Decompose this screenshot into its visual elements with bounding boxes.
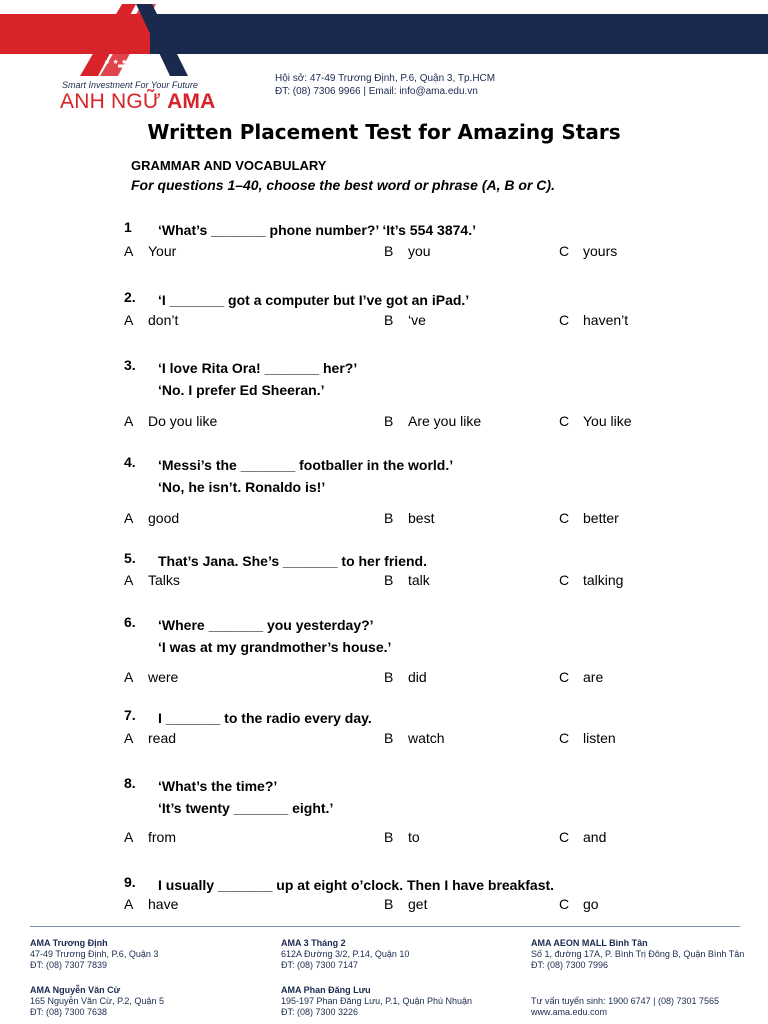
- question-number: 4.: [124, 454, 136, 470]
- option-letter: C: [559, 413, 570, 429]
- question-line: ‘No, he isn’t. Ronaldo is!’: [158, 479, 326, 495]
- answer-option-c[interactable]: [559, 896, 599, 912]
- answer-option-b[interactable]: [384, 243, 431, 259]
- answer-option-a[interactable]: [124, 510, 179, 526]
- option-letter: A: [124, 312, 134, 328]
- answer-option-b[interactable]: [384, 730, 445, 746]
- contact-line: ĐT: (08) 7306 9966 | Email: info@ama.edu.vn: [275, 86, 478, 97]
- answer-option-a[interactable]: [124, 829, 176, 845]
- branch-phone: www.ama.edu.com: [531, 1007, 608, 1017]
- branch-address: 47-49 Trương Định, P.6, Quận 3: [30, 949, 159, 959]
- answer-option-b[interactable]: [384, 829, 420, 845]
- option-text: Your: [148, 243, 177, 259]
- branch-name: AMA Trương Định: [30, 938, 108, 948]
- question-text: [158, 874, 554, 896]
- option-text: Talks: [148, 572, 180, 588]
- answer-option-a[interactable]: [124, 413, 217, 429]
- answer-option-b[interactable]: [384, 669, 427, 685]
- option-text: read: [148, 730, 177, 746]
- answer-option-c[interactable]: [559, 572, 623, 588]
- option-text: to: [408, 829, 420, 845]
- question-number: 9.: [124, 874, 136, 890]
- ama-logo-icon: [60, 0, 200, 82]
- question-text: [158, 550, 427, 572]
- option-letter: A: [124, 243, 134, 259]
- branch-phone: ĐT: (08) 7300 3226: [281, 1007, 359, 1017]
- option-text: were: [148, 669, 179, 685]
- answer-option-a[interactable]: [124, 312, 178, 328]
- option-text: listen: [583, 730, 616, 746]
- branch-name: AMA Nguyễn Văn Cừ: [30, 985, 121, 995]
- question-line: ‘It’s twenty _______ eight.’: [158, 800, 334, 816]
- option-letter: C: [559, 572, 570, 588]
- option-text: Do you like: [148, 413, 218, 429]
- answer-option-a[interactable]: [124, 730, 176, 746]
- logo-tagline: Smart Investment For Your Future: [62, 80, 198, 90]
- section-heading: GRAMMAR AND VOCABULARY: [131, 158, 327, 173]
- option-letter: B: [384, 669, 394, 685]
- brand-name: [60, 90, 216, 114]
- option-letter: A: [124, 829, 134, 845]
- option-text: get: [408, 896, 428, 912]
- question-text: [158, 219, 476, 241]
- page-title: Written Placement Test for Amazing Stars: [147, 120, 621, 144]
- question-number: 5.: [124, 550, 136, 566]
- answer-option-a[interactable]: [124, 669, 178, 685]
- question-text: [158, 614, 391, 658]
- option-text: yours: [583, 243, 618, 259]
- branch-info: [281, 938, 409, 971]
- branch-info: [30, 938, 158, 971]
- address-line: Hội sở: 47-49 Trương Định, P.6, Quận 3, Tp.HCM: [275, 73, 496, 84]
- branch-info: [531, 938, 744, 971]
- option-letter: C: [559, 243, 570, 259]
- branch-phone: ĐT: (08) 7307 7839: [30, 960, 108, 970]
- option-letter: A: [124, 510, 134, 526]
- answer-option-c[interactable]: [559, 669, 603, 685]
- question-line: That’s Jana. She’s _______ to her friend.: [158, 553, 427, 569]
- option-letter: B: [384, 829, 394, 845]
- option-letter: B: [384, 243, 394, 259]
- question-line: ‘I _______ got a computer but I’ve got an iPad.’: [158, 292, 470, 308]
- question-text: [158, 357, 357, 401]
- answer-option-c[interactable]: [559, 312, 628, 328]
- question-text: [158, 454, 453, 498]
- option-text: You like: [583, 413, 632, 429]
- option-text: did: [408, 669, 427, 685]
- branch-info: [531, 985, 719, 1018]
- option-text: talk: [408, 572, 430, 588]
- option-text: watch: [408, 730, 445, 746]
- question-number: 1: [124, 219, 132, 235]
- question-line: ‘I love Rita Ora! _______ her?’: [158, 360, 358, 376]
- option-text: haven’t: [583, 312, 629, 328]
- question-number: 7.: [124, 707, 136, 723]
- footer-divider: [30, 926, 740, 927]
- option-text: go: [583, 896, 599, 912]
- answer-option-a[interactable]: [124, 243, 176, 259]
- branch-address: 612A Đường 3/2, P.14, Quận 10: [281, 949, 410, 959]
- option-letter: A: [124, 669, 134, 685]
- brand-ama: AMA: [167, 90, 216, 113]
- branch-phone: ĐT: (08) 7300 7147: [281, 960, 359, 970]
- option-text: ‘ve: [408, 312, 426, 328]
- branch-address: Số 1, đường 17A, P. Bình Trị Đông B, Quận Bình Tân: [531, 949, 745, 959]
- option-letter: B: [384, 730, 394, 746]
- question-number: 8.: [124, 775, 136, 791]
- branch-name: AMA AEON MALL Bình Tân: [531, 938, 648, 948]
- branch-address: 195-197 Phan Đăng Lưu, P.1, Quận Phú Nhuận: [281, 996, 473, 1006]
- question-line: ‘I was at my grandmother’s house.’: [158, 639, 392, 655]
- option-letter: B: [384, 413, 394, 429]
- answer-option-c[interactable]: [559, 730, 616, 746]
- answer-option-b[interactable]: [384, 312, 426, 328]
- option-text: good: [148, 510, 180, 526]
- option-text: Are you like: [408, 413, 482, 429]
- option-letter: A: [124, 896, 134, 912]
- question-line: ‘Where _______ you yesterday?’: [158, 617, 374, 633]
- option-letter: C: [559, 510, 570, 526]
- option-letter: B: [384, 572, 394, 588]
- answer-option-a[interactable]: [124, 572, 180, 588]
- option-letter: C: [559, 312, 570, 328]
- option-text: and: [583, 829, 607, 845]
- option-letter: A: [124, 572, 134, 588]
- option-text: don’t: [148, 312, 179, 328]
- answer-option-a[interactable]: [124, 896, 178, 912]
- question-number: 6.: [124, 614, 136, 630]
- option-text: have: [148, 896, 179, 912]
- branch-info: [30, 985, 164, 1018]
- branch-name: AMA 3 Tháng 2: [281, 938, 346, 948]
- branch-phone: ĐT: (08) 7300 7638: [30, 1007, 108, 1017]
- option-text: best: [408, 510, 435, 526]
- instructions: For questions 1–40, choose the best word or phrase (A, B or C).: [131, 177, 555, 193]
- option-letter: C: [559, 730, 570, 746]
- svg-text:★ ★ ★ ★ ★: ★ ★ ★ ★ ★: [104, 58, 145, 66]
- answer-option-b[interactable]: [384, 896, 427, 912]
- option-text: you: [408, 243, 431, 259]
- answer-option-b[interactable]: [384, 510, 434, 526]
- question-text: [158, 775, 333, 819]
- question-line: ‘What’s _______ phone number?’ ‘It’s 554 3874.’: [158, 222, 476, 238]
- branch-address: Tư vấn tuyển sinh: 1900 6747 | (08) 7301 7565: [531, 996, 719, 1006]
- option-letter: C: [559, 896, 570, 912]
- head-office-address: [275, 72, 495, 98]
- branch-name: AMA Phan Đăng Lưu: [281, 985, 371, 995]
- answer-option-b[interactable]: [384, 413, 481, 429]
- option-letter: B: [384, 510, 394, 526]
- option-text: from: [148, 829, 176, 845]
- answer-option-c[interactable]: [559, 829, 606, 845]
- question-number: 2.: [124, 289, 136, 305]
- answer-option-c[interactable]: [559, 413, 632, 429]
- question-text: [158, 289, 469, 311]
- question-line: I usually _______ up at eight o’clock. Then I have breakfast.: [158, 877, 555, 893]
- option-letter: B: [384, 312, 394, 328]
- question-text: [158, 707, 372, 729]
- option-letter: C: [559, 829, 570, 845]
- option-letter: A: [124, 413, 134, 429]
- option-letter: A: [124, 730, 134, 746]
- brand-prefix: ANH NGỮ: [60, 90, 162, 113]
- option-text: better: [583, 510, 619, 526]
- question-line: ‘No. I prefer Ed Sheeran.’: [158, 382, 325, 398]
- option-text: are: [583, 669, 604, 685]
- question-number: 3.: [124, 357, 136, 373]
- question-line: ‘Messi’s the _______ footballer in the world.’: [158, 457, 454, 473]
- option-letter: C: [559, 669, 570, 685]
- banner-navy-stripe: [150, 14, 768, 54]
- branch-phone: ĐT: (08) 7300 7996: [531, 960, 609, 970]
- option-letter: B: [384, 896, 394, 912]
- option-text: talking: [583, 572, 624, 588]
- branch-info: [281, 985, 472, 1018]
- answer-option-b[interactable]: [384, 572, 430, 588]
- answer-option-c[interactable]: [559, 243, 617, 259]
- branch-address: 165 Nguyễn Văn Cừ, P.2, Quận 5: [30, 996, 164, 1006]
- question-line: ‘What’s the time?’: [158, 778, 278, 794]
- answer-option-c[interactable]: [559, 510, 619, 526]
- question-line: I _______ to the radio every day.: [158, 710, 372, 726]
